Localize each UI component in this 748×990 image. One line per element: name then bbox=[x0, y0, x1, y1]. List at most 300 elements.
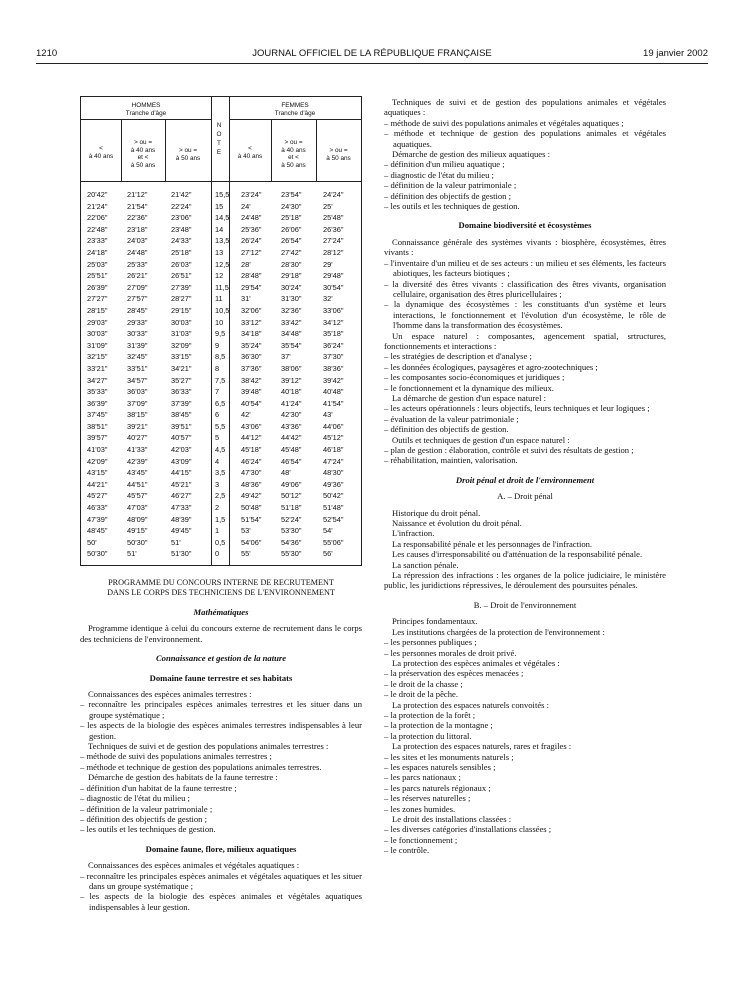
table-cell: 35'18" bbox=[323, 329, 344, 339]
table-cell: 39'48" bbox=[241, 387, 262, 397]
table-cell: 47'30" bbox=[241, 468, 262, 478]
paragraph: Principes fondamentaux. bbox=[392, 616, 478, 627]
faune-heading: Domaine faune terrestre et ses habitats bbox=[149, 672, 293, 683]
table-cell: 36'24" bbox=[323, 340, 344, 350]
table-cell: 39'42" bbox=[323, 375, 344, 385]
table-cell: 22'48" bbox=[87, 224, 108, 234]
list-item: – méthode de suivi des populations animales terrestres ; bbox=[80, 751, 272, 762]
table-cell: 38'06" bbox=[281, 363, 302, 373]
table-cell: 50'42" bbox=[323, 491, 344, 501]
table-cell: 55' bbox=[241, 549, 251, 559]
table-cell: 26'03" bbox=[171, 259, 192, 269]
table-row bbox=[81, 293, 361, 305]
list-item: – les personnes publiques ; bbox=[384, 637, 477, 648]
table-cell: 37'39" bbox=[171, 398, 192, 408]
table-cell: 27'24" bbox=[323, 236, 344, 246]
issue-date: 19 janvier 2002 bbox=[643, 48, 708, 59]
table-cell: 11 bbox=[215, 294, 223, 304]
table-cell: 22'24" bbox=[171, 201, 192, 211]
table-cell: 33'12" bbox=[241, 317, 262, 327]
paragraph: Naissance et évolution du droit pénal. bbox=[392, 518, 522, 529]
table-cell: 49'15" bbox=[127, 526, 148, 536]
table-cell: 3,5 bbox=[215, 468, 226, 478]
table-cell: 4 bbox=[215, 456, 220, 466]
header-rule bbox=[36, 63, 708, 64]
list-item: – méthode de suivi des populations animales et végétales aquatiques ; bbox=[384, 117, 624, 128]
table-cell: 41'03" bbox=[87, 445, 108, 455]
table-cell: 53'30" bbox=[281, 526, 302, 536]
table-cell: 37'36" bbox=[241, 363, 262, 373]
paragraph: Connaissances des espèces animales terrestres : bbox=[88, 689, 252, 700]
table-cell: 51'48" bbox=[323, 503, 344, 513]
list-item: – la dynamique des écosystèmes : les constituants d'un système et leurs interactions, le fonctionnement et l'évolution d'un écosystème, le rôle de l'homme dans la transformation des écosystèmes. bbox=[384, 299, 666, 331]
table-cell: 41'54" bbox=[323, 398, 344, 408]
table-cell: 46'33" bbox=[87, 503, 108, 513]
table-row bbox=[81, 201, 361, 213]
table-row bbox=[81, 340, 361, 352]
list-item: – les outils et les techniques de gestion. bbox=[80, 824, 216, 835]
table-cell: 2,5 bbox=[215, 491, 226, 501]
table-row bbox=[81, 479, 361, 491]
table-row bbox=[81, 525, 361, 537]
table-cell: 40'57" bbox=[171, 433, 192, 443]
table-cell: 33'51" bbox=[127, 363, 148, 373]
table-cell: 39'57" bbox=[87, 433, 108, 443]
table-cell: 26'39" bbox=[87, 282, 108, 292]
table-row bbox=[81, 444, 361, 456]
table-cell: 50'48" bbox=[241, 503, 262, 513]
paragraph: La démarche de gestion d'un espace naturel : bbox=[392, 392, 547, 403]
table-row bbox=[81, 189, 361, 201]
table-cell: 30'54" bbox=[323, 282, 344, 292]
paragraph: Connaissances des espèces animales et végétales aquatiques : bbox=[88, 860, 300, 871]
table-cell: 42'30" bbox=[281, 410, 302, 420]
table-cell: 53' bbox=[241, 526, 251, 536]
paragraph: Un espace naturel : composantes, agencement spatial, srtructures, fonctionnements et interactions : bbox=[384, 330, 666, 351]
paragraph: Historique du droit pénal. bbox=[392, 507, 481, 518]
table-row bbox=[81, 351, 361, 363]
table-cell: 43'09" bbox=[171, 456, 192, 466]
table-cell: 25'03" bbox=[87, 259, 108, 269]
table-cell: 33'42" bbox=[281, 317, 302, 327]
table-cell: 38'15" bbox=[127, 410, 148, 420]
table-cell: 46'18" bbox=[323, 445, 344, 455]
table-cell: 2 bbox=[215, 503, 220, 513]
paragraph: Connaissance générale des systèmes vivants : biosphère, écosystèmes, êtres vivants : bbox=[384, 236, 666, 258]
table-cell: 24'18" bbox=[87, 247, 108, 257]
right-column bbox=[384, 97, 666, 856]
table-cell: 27'09" bbox=[127, 282, 148, 292]
table-cell: 51' bbox=[171, 537, 181, 547]
femmes-ge50-header: > ou = à 50 ans bbox=[326, 147, 351, 162]
table-cell: 12 bbox=[215, 271, 224, 281]
table-cell: 35'27" bbox=[171, 375, 192, 385]
table-row bbox=[81, 270, 361, 282]
table-cell: 33'06" bbox=[323, 305, 344, 315]
table-row bbox=[81, 212, 361, 224]
table-cell: 7 bbox=[215, 387, 220, 397]
table-cell: 5,5 bbox=[215, 421, 226, 431]
math-text: Programme identique à celui du concours externe de recrutement dans le corps des techniciens de l'environnement. bbox=[80, 623, 362, 644]
note-header: N O T E bbox=[216, 122, 222, 156]
table-row bbox=[81, 432, 361, 444]
list-item: – diagnostic de l'état du milieu ; bbox=[80, 793, 190, 804]
table-cell: 4,5 bbox=[215, 445, 226, 455]
list-item: – l'inventaire d'un milieu et de ses acteurs : un milieu et ses éléments, les facteurs abiotiques, les facteurs biotiques ; bbox=[384, 257, 666, 279]
table-cell: 46'54" bbox=[281, 456, 302, 466]
table-cell: 55'06" bbox=[323, 537, 344, 547]
list-item: – les personnes morales de droit privé. bbox=[384, 647, 517, 658]
table-cell: 27'27" bbox=[87, 294, 108, 304]
table-cell: 45'57" bbox=[127, 491, 148, 501]
table-row bbox=[81, 386, 361, 398]
table-cell: 37'45" bbox=[87, 410, 108, 420]
table-cell: 49'42" bbox=[241, 491, 262, 501]
list-item: – définition des objectifs de gestion ; bbox=[80, 813, 207, 824]
table-cell: 52'54" bbox=[323, 514, 344, 524]
table-cell: 48'45" bbox=[87, 526, 108, 536]
table-cell: 24'30" bbox=[281, 201, 302, 211]
list-item: – les sites et les monuments naturels ; bbox=[384, 751, 514, 762]
droit-heading: Droit pénal et droit de l'environnement bbox=[455, 474, 595, 485]
table-cell: 27'42" bbox=[281, 247, 302, 257]
table-cell: 22'36" bbox=[127, 213, 148, 223]
table-cell: 26'06" bbox=[281, 224, 302, 234]
list-item: – les zones humides. bbox=[384, 803, 456, 814]
table-cell: 49'45" bbox=[171, 526, 192, 536]
table-cell: 43'36" bbox=[281, 421, 302, 431]
hommes-ge50-header: > ou = à 50 ans bbox=[175, 147, 201, 162]
list-item: – plan de gestion : élaboration, contrôle et suivi des résultats de gestion ; bbox=[384, 445, 634, 455]
list-item: – les données écologiques, paysagères et agro-zootechniques ; bbox=[384, 361, 598, 372]
math-heading: Mathématiques bbox=[193, 607, 249, 617]
table-cell: 14,5 bbox=[215, 213, 230, 223]
list-item: – les espaces naturels sensibles ; bbox=[384, 761, 496, 772]
table-cell: 23'18" bbox=[127, 224, 148, 234]
paragraph: La protection des espaces naturels convoités : bbox=[392, 699, 550, 710]
table-cell: 27'57" bbox=[127, 294, 148, 304]
table-cell: 30'24" bbox=[281, 282, 302, 292]
table-cell: 36'03" bbox=[127, 387, 148, 397]
table-row bbox=[81, 467, 361, 479]
table-cell: 15,5 bbox=[215, 190, 230, 199]
table-cell: 33'15" bbox=[171, 352, 192, 362]
list-item: – le fonctionnement ; bbox=[384, 834, 458, 845]
table-row bbox=[81, 502, 361, 514]
table-row bbox=[81, 548, 361, 560]
table-cell: 50'30" bbox=[127, 537, 148, 547]
table-cell: 50' bbox=[87, 537, 97, 547]
table-row bbox=[81, 328, 361, 340]
journal-title: JOURNAL OFFICIEL DE LA RÉPUBLIQUE FRANÇAISE bbox=[252, 48, 492, 59]
paragraph: Techniques de suivi et de gestion des populations animales et végétales aquatiques : bbox=[384, 97, 666, 118]
table-cell: 28' bbox=[241, 259, 251, 269]
femmes-header: FEMMES Tranche d'âge bbox=[274, 102, 316, 117]
table-cell: 52'24" bbox=[281, 514, 302, 524]
table-cell: 26'54" bbox=[281, 236, 302, 246]
table-cell: 34'27" bbox=[87, 375, 108, 385]
table-cell: 49'36" bbox=[323, 479, 344, 489]
table-cell: 21'42" bbox=[171, 190, 192, 199]
table-cell: 40'54" bbox=[241, 398, 262, 408]
table-cell: 28'12" bbox=[323, 247, 344, 257]
paragraph: Les institutions chargées de la protection de l'environnement : bbox=[392, 626, 605, 637]
table-cell: 12,5 bbox=[215, 259, 230, 269]
table-cell: 32'09" bbox=[171, 340, 192, 350]
table-row bbox=[81, 456, 361, 468]
hommes-lt40-header: < à 40 ans bbox=[88, 145, 114, 160]
paragraph: La responsabilité pénale et les personnages de l'infraction. bbox=[392, 538, 593, 549]
hommes-header: HOMMES Tranche d'âge bbox=[125, 102, 167, 117]
table-cell: 23'54" bbox=[281, 190, 302, 199]
table-row bbox=[81, 363, 361, 375]
paragraph: Les causes d'irresponsabilité ou d'atténuation de la responsabilité pénale. bbox=[392, 549, 643, 560]
table-cell: 22'06" bbox=[87, 213, 108, 223]
table-cell: 21'54" bbox=[127, 201, 148, 211]
paragraph: La répression des infractions : les organes de la police judiciaire, le ministère public, les juridictions répressives, le déroulement des poursuites pénales. bbox=[384, 570, 666, 591]
table-cell: 42'09" bbox=[87, 456, 108, 466]
table-cell: 23'48" bbox=[171, 224, 192, 234]
biodiversite-heading: Domaine biodiversité et écosystèmes bbox=[458, 220, 592, 231]
table-cell: 48'39" bbox=[171, 514, 192, 524]
list-item: – le droit de la chasse ; bbox=[384, 678, 463, 689]
table-cell: 41'24" bbox=[281, 398, 302, 408]
table-cell: 45'48" bbox=[281, 445, 302, 455]
femmes-lt40-header: < à 40 ans bbox=[237, 145, 263, 160]
table-row bbox=[81, 317, 361, 329]
table-cell: 9 bbox=[215, 340, 220, 350]
table-cell: 48'30" bbox=[323, 468, 344, 478]
hommes-mid-header: > ou = à 40 ans et < à 50 ans bbox=[130, 139, 156, 169]
table-cell: 29'48" bbox=[323, 271, 344, 281]
table-cell: 45'27" bbox=[87, 491, 108, 501]
table-cell: 45'18" bbox=[241, 445, 262, 455]
paragraph: Démarche de gestion des habitats de la faune terrestre : bbox=[88, 772, 278, 783]
table-cell: 24'48" bbox=[127, 247, 148, 257]
table-cell: 29'54" bbox=[241, 282, 262, 292]
table-cell: 34'48" bbox=[281, 329, 302, 339]
table-cell: 44'21" bbox=[87, 479, 108, 489]
table-cell: 32'06" bbox=[241, 305, 262, 315]
list-item: – les composantes socio-économiques et juridiques ; bbox=[384, 372, 565, 383]
table-cell: 35'24" bbox=[241, 340, 262, 350]
table-cell: 44'12" bbox=[241, 433, 262, 443]
table-cell: 39'12" bbox=[281, 375, 302, 385]
table-cell: 29'15" bbox=[171, 305, 192, 315]
connaissance-heading: Connaissance et gestion de la nature bbox=[155, 653, 287, 664]
table-cell: 1 bbox=[215, 526, 220, 536]
list-item: – la protection du littoral. bbox=[384, 730, 472, 741]
table-cell: 31'03" bbox=[171, 329, 192, 339]
table-cell: 38'51" bbox=[87, 421, 108, 431]
table-cell: 34'18" bbox=[241, 329, 262, 339]
table-cell: 47'24" bbox=[323, 456, 344, 466]
table-cell: 28'27" bbox=[171, 294, 192, 304]
table-cell: 55'30" bbox=[281, 549, 302, 559]
table-cell: 28'15" bbox=[87, 305, 108, 315]
table-cell: 7,5 bbox=[215, 375, 226, 385]
table-row bbox=[81, 537, 361, 549]
table-row bbox=[81, 259, 361, 271]
table-cell: 31'39" bbox=[127, 340, 148, 350]
table-cell: 33'21" bbox=[87, 363, 108, 373]
paragraph: L'infraction. bbox=[392, 528, 435, 539]
table-cell: 42' bbox=[241, 410, 251, 420]
table-cell: 34'57" bbox=[127, 375, 148, 385]
droit-environnement-heading: B. – Droit de l'environnement bbox=[473, 599, 577, 610]
table-cell: 26'24" bbox=[241, 236, 262, 246]
table-cell: 47'33" bbox=[171, 503, 192, 513]
table-cell: 32' bbox=[323, 294, 333, 304]
table-cell: 36'30" bbox=[241, 352, 262, 362]
table-cell: 43'06" bbox=[241, 421, 262, 431]
list-item: – diagnostic de l'état du milieu ; bbox=[384, 169, 494, 180]
table-cell: 50'12" bbox=[281, 491, 302, 501]
list-item: – méthode et technique de gestion des populations animales et végétales aquatiques. bbox=[384, 128, 666, 149]
list-item: – définition des objectifs de gestion ; bbox=[384, 190, 511, 201]
table-cell: 48' bbox=[281, 468, 291, 478]
table-row bbox=[81, 490, 361, 502]
list-item: – les parcs nationaux ; bbox=[384, 772, 461, 783]
page-number: 1210 bbox=[36, 48, 58, 59]
table-row bbox=[81, 282, 361, 294]
table-cell: 40'48" bbox=[323, 387, 344, 397]
table-cell: 5 bbox=[215, 433, 220, 443]
table-cell: 38'42" bbox=[241, 375, 262, 385]
droit-penal-heading: A. – Droit pénal bbox=[497, 491, 553, 502]
table-row bbox=[81, 514, 361, 526]
table-cell: 3 bbox=[215, 479, 220, 489]
table-cell: 51'30" bbox=[171, 549, 192, 559]
table-cell: 21'12" bbox=[127, 190, 148, 199]
table-cell: 47'03" bbox=[127, 503, 148, 513]
table-cell: 10,5 bbox=[215, 305, 230, 315]
list-item: – le contrôle. bbox=[384, 845, 430, 856]
table-cell: 25'33" bbox=[127, 259, 148, 269]
table-cell: 54'36" bbox=[281, 537, 302, 547]
list-item: – les aspects de la biologie des espèces animales terrestres indispensables à leur gestion. bbox=[80, 720, 362, 741]
table-cell: 49'06" bbox=[281, 479, 302, 489]
table-cell: 37'09" bbox=[127, 398, 148, 408]
table-cell: 25'36" bbox=[241, 224, 262, 234]
list-item: – reconnaître les principales espèces animales terrestres et les situer dans un groupe systématique ; bbox=[80, 699, 362, 720]
table-cell: 26'21" bbox=[127, 271, 148, 281]
table-cell: 45'12" bbox=[323, 433, 344, 443]
table-cell: 13,5 bbox=[215, 236, 230, 246]
table-cell: 43'15" bbox=[87, 468, 108, 478]
table-cell: 40'27" bbox=[127, 433, 148, 443]
table-cell: 51' bbox=[127, 549, 137, 559]
table-cell: 30'03" bbox=[87, 329, 108, 339]
table-cell: 29'03" bbox=[87, 317, 108, 327]
list-item: – la diversité des êtres vivants : classification des êtres vivants, organisation cellulaire, organisation des êtres pluricellulaires ; bbox=[384, 278, 666, 299]
table-cell: 44'51" bbox=[127, 479, 148, 489]
table-cell: 43'45" bbox=[127, 468, 148, 478]
table-cell: 31'30" bbox=[281, 294, 302, 304]
table-cell: 44'42" bbox=[281, 433, 302, 443]
table-row bbox=[81, 409, 361, 421]
table-cell: 8 bbox=[215, 363, 220, 373]
table-cell: 39'51" bbox=[171, 421, 192, 431]
table-cell: 46'27" bbox=[171, 491, 192, 501]
table-cell: 30'33" bbox=[127, 329, 148, 339]
table-cell: 29' bbox=[323, 259, 333, 269]
table-row bbox=[81, 235, 361, 247]
table-row bbox=[81, 305, 361, 317]
paragraph: Techniques de suivi et de gestion des populations animales terrestres : bbox=[88, 741, 329, 752]
table-cell: 38'36" bbox=[323, 363, 344, 373]
table-cell: 32'45" bbox=[127, 352, 148, 362]
table-cell: 51'18" bbox=[281, 503, 302, 513]
table-cell: 26'51" bbox=[171, 271, 192, 281]
table-cell: 35'54" bbox=[281, 340, 302, 350]
paragraph: La protection des espèces animales et végétales : bbox=[392, 657, 560, 668]
table-cell: 32'15" bbox=[87, 352, 108, 362]
table-cell: 29'18" bbox=[281, 271, 302, 281]
table-cell: 23'24" bbox=[241, 190, 262, 199]
table-cell: 30'03" bbox=[171, 317, 192, 327]
table-cell: 36'33" bbox=[171, 387, 192, 397]
table-cell: 42'39" bbox=[127, 456, 148, 466]
list-item: – réhabilitation, maintien, valorisation. bbox=[384, 455, 518, 466]
table-cell: 14 bbox=[215, 224, 224, 234]
table-cell: 28'48" bbox=[241, 271, 262, 281]
list-item: – les diverses catégories d'installations classées ; bbox=[384, 824, 552, 835]
table-cell: 28'30" bbox=[281, 259, 302, 269]
table-cell: 31'09" bbox=[87, 340, 108, 350]
list-item: – la préservation des espèces menacées ; bbox=[384, 668, 524, 679]
table-cell: 34'21" bbox=[171, 363, 192, 373]
table-cell: 11,5 bbox=[215, 282, 229, 292]
table-cell: 10 bbox=[215, 317, 224, 327]
table-cell: 25' bbox=[323, 201, 333, 211]
programme-title: PROGRAMME DU CONCOURS INTERNE DE RECRUTEMENT DANS LE CORPS DES TECHNICIENS DE L'ENVIRONNEMENT bbox=[107, 578, 335, 597]
list-item: – définition de la valeur patrimoniale ; bbox=[384, 180, 517, 191]
list-item: – les outils et les techniques de gestion. bbox=[384, 201, 520, 212]
table-cell: 40'18" bbox=[281, 387, 302, 397]
table-cell: 24'48" bbox=[241, 213, 262, 223]
table-cell: 0 bbox=[215, 549, 220, 559]
list-item: – les stratégies de description et d'analyse ; bbox=[384, 351, 532, 362]
table-cell: 6 bbox=[215, 410, 220, 420]
table-cell: 48'36" bbox=[241, 479, 262, 489]
table-cell: 15 bbox=[215, 201, 224, 211]
list-item: – les acteurs opérationnels : leurs objectifs, leurs techniques et leur logiques ; bbox=[384, 403, 650, 414]
table-cell: 31' bbox=[241, 294, 251, 304]
table-row bbox=[81, 398, 361, 410]
table-row bbox=[81, 224, 361, 236]
list-item: – définition d'un milieu aquatique ; bbox=[384, 159, 505, 170]
table-cell: 28'45" bbox=[127, 305, 148, 315]
table-cell: 25'51" bbox=[87, 271, 108, 281]
table-cell: 50'30" bbox=[87, 549, 108, 559]
table-cell: 37' bbox=[281, 352, 291, 362]
paragraph: Démarche de gestion des milieux aquatiques : bbox=[392, 149, 550, 160]
table-cell: 48'09" bbox=[127, 514, 148, 524]
table-cell: 23'06" bbox=[171, 213, 192, 223]
table-cell: 6,5 bbox=[215, 398, 226, 408]
left-column bbox=[80, 96, 362, 912]
table-cell: 45'21" bbox=[171, 479, 192, 489]
table-cell: 44'06" bbox=[323, 421, 344, 431]
table-cell: 21'24" bbox=[87, 201, 108, 211]
table-cell: 47'39" bbox=[87, 514, 108, 524]
table-cell: 56' bbox=[323, 549, 333, 559]
table-body bbox=[81, 189, 361, 560]
table-cell: 25'48" bbox=[323, 213, 344, 223]
paragraph: Le droit des installations classées : bbox=[392, 814, 512, 824]
list-item: – reconnaître les principales espèces animales et végétales aquatiques et les situer dans un groupe systématique ; bbox=[80, 870, 362, 891]
